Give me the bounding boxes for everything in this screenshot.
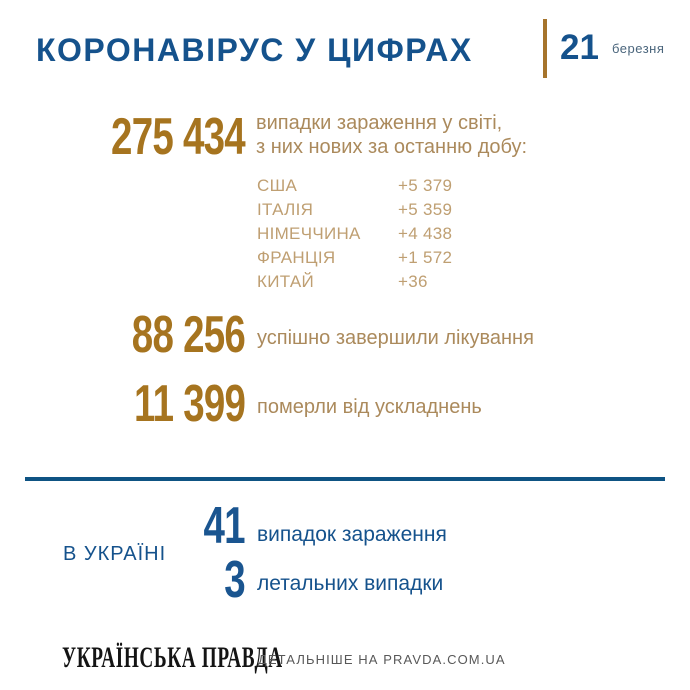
world-deaths-number: 11 399: [133, 375, 245, 433]
ukraine-cases-label: випадок зараження: [257, 523, 447, 546]
header-vertical-divider: [543, 19, 547, 78]
country-name: ІТАЛІЯ: [257, 200, 314, 219]
country-new-cases: +5 379: [398, 176, 453, 195]
section-divider: [25, 477, 665, 481]
country-new-cases: +36: [398, 272, 428, 291]
ukraine-section-label: В УКРАЇНІ: [63, 543, 167, 565]
world-recovered-label: успішно завершили лікування: [257, 327, 534, 349]
world-total-cases-label-line2: з них нових за останню добу:: [256, 136, 528, 158]
date-day: 21: [560, 28, 599, 67]
ukraine-cases-number: 41: [203, 497, 245, 555]
ukraine-deaths-label: летальних випадки: [257, 572, 444, 595]
country-new-cases: +5 359: [398, 200, 453, 219]
country-name: КИТАЙ: [257, 272, 314, 291]
footer-details-text: ДЕТАЛЬНІШЕ НА PRAVDA.COM.UA: [258, 652, 506, 667]
world-deaths-label: померли від ускладнень: [257, 396, 482, 418]
country-list: [257, 174, 507, 294]
country-name: ФРАНЦІЯ: [257, 248, 336, 267]
country-row: [257, 270, 507, 294]
ukraine-deaths-number: 3: [224, 551, 245, 609]
country-row: [257, 222, 507, 246]
date-month: березня: [612, 41, 665, 56]
country-row: [257, 174, 507, 198]
country-new-cases: +1 572: [398, 248, 453, 267]
world-total-cases-number: 275 434: [111, 108, 245, 166]
country-new-cases: +4 438: [398, 224, 453, 243]
ukrainska-pravda-logo: УКРАЇНСЬКА ПРАВДА: [62, 641, 283, 674]
page-title: КОРОНАВІРУС У ЦИФРАХ: [36, 32, 473, 68]
country-row: [257, 246, 507, 270]
world-total-cases-label-line1: випадки зараження у світі,: [256, 112, 503, 134]
country-name: НІМЕЧЧИНА: [257, 224, 361, 243]
world-recovered-number: 88 256: [131, 306, 245, 364]
world-total-cases-label: [256, 111, 527, 159]
country-row: [257, 198, 507, 222]
country-name: США: [257, 176, 298, 195]
